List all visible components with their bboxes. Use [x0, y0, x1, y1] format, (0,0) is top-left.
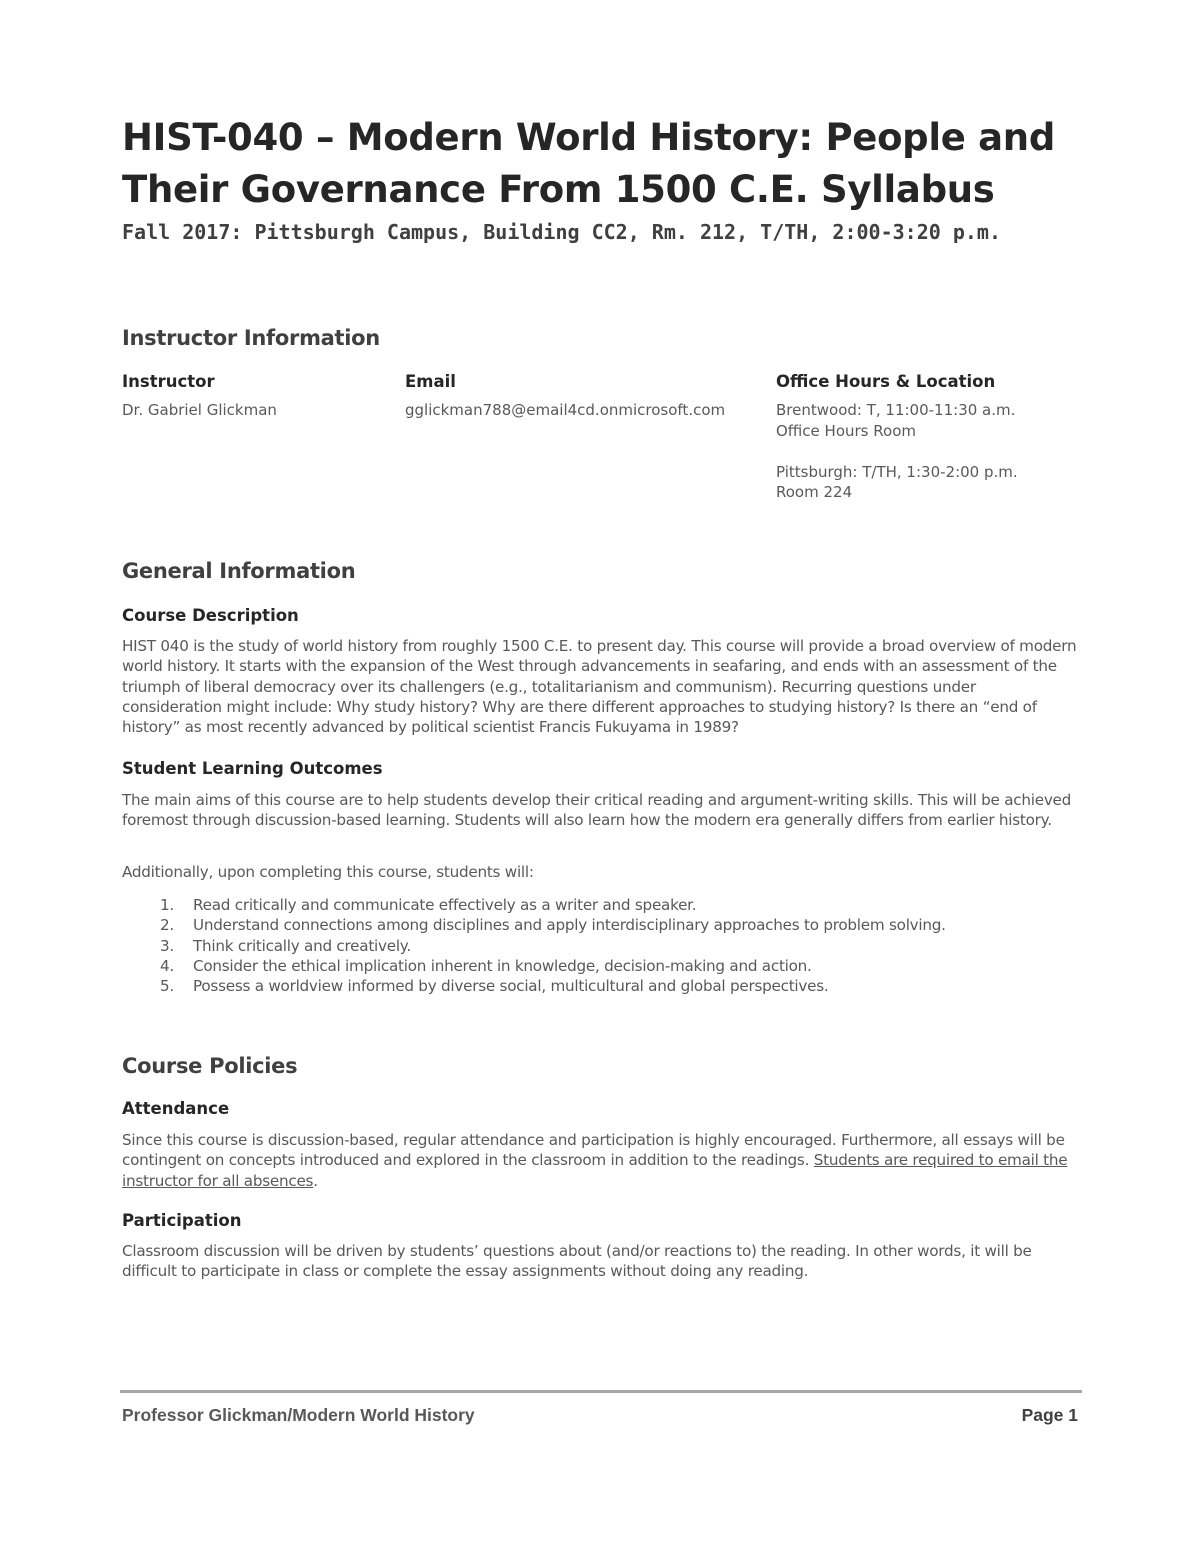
list-item [122, 956, 946, 976]
instructor-label: Instructor [122, 372, 215, 391]
course-policies-heading: Course Policies [122, 1054, 298, 1078]
email-label: Email [405, 372, 456, 391]
office-hours-label: Office Hours & Location [776, 372, 996, 391]
attendance-text [122, 1130, 1080, 1191]
office-hours-line: Pittsburgh: T/TH, 1:30-2:00 p.m. [776, 462, 1018, 481]
list-item [122, 936, 946, 956]
office-hours-column [776, 372, 1018, 503]
footer-course-label: Professor Glickman/Modern World History [122, 1405, 475, 1425]
instructor-email-link[interactable]: gglickman788@email4cd.onmicrosoft.com [405, 401, 726, 419]
attendance-body: Since this course is discussion-based, regular attendance and participation is highly encouraged. Furthermore, all essays will be contingent on concepts introduced and explored in the classroom in addition to the readings. [122, 1131, 1065, 1170]
attendance-requirement-underlined: Students are required to email the instructor for all absences [122, 1151, 1068, 1190]
list-item [122, 976, 946, 996]
list-item-text: Consider the ethical implication inherent in knowledge, decision-making and action. [193, 956, 812, 975]
course-schedule-subtitle: Fall 2017: Pittsburgh Campus, Building CC2, Rm. 212, T/TH, 2:00-3:20 p.m. [122, 220, 1001, 244]
list-item-text: Possess a worldview informed by diverse social, multicultural and global perspectives. [193, 977, 829, 996]
course-description-text: HIST 040 is the study of world history from roughly 1500 C.E. to present day. This course will provide a broad overview of modern world history. It starts with the expansion of the West through advancements in seafaring, and ends with an assessment of the triumph of liberal democracy over its challengers (e.g., totalitarianism and communism). Recurring questions under consideration might include: Why study history? Why are there different approaches to studying history? Is there an “end of history” as most recently advanced by political scientist Francis Fukuyama in 1989? [122, 637, 1077, 737]
attendance-heading: Attendance [122, 1099, 230, 1118]
instructor-column [122, 372, 277, 421]
list-item-number: 5. [160, 977, 174, 996]
learning-outcomes-heading: Student Learning Outcomes [122, 759, 383, 778]
learning-outcomes-intro: The main aims of this course are to help students develop their critical reading and argument-writing skills. This will be achieved foremost through discussion-based learning. Students will also learn how the modern era generally differs from earlier history. [122, 791, 1072, 830]
instructor-name: Dr. Gabriel Glickman [122, 401, 277, 419]
office-hours-line: Room 224 [776, 483, 853, 501]
footer-page-number: Page 1 [1021, 1405, 1078, 1425]
attendance-period: . [313, 1171, 318, 1190]
learning-outcomes-lead: Additionally, upon completing this course, students will: [122, 863, 534, 881]
list-item-text: Read critically and communicate effectively as a writer and speaker. [193, 896, 697, 914]
list-item-text: Understand connections among disciplines and apply interdisciplinary approaches to problem solving. [193, 916, 946, 935]
course-description-heading: Course Description [122, 606, 299, 625]
list-item [122, 915, 946, 935]
participation-heading: Participation [122, 1211, 242, 1230]
general-info-heading: General Information [122, 559, 356, 583]
list-item-number: 2. [160, 916, 174, 935]
list-item-number: 1. [160, 896, 174, 914]
list-item [122, 895, 946, 915]
participation-text: Classroom discussion will be driven by students’ questions about (and/or reactions to) the reading. In other words, it will be difficult to participate in class or complete the essay assignments without doing any reading. [122, 1242, 1032, 1281]
instructor-info-heading: Instructor Information [122, 326, 380, 350]
office-hours-line: Office Hours Room [776, 421, 916, 440]
list-item-text: Think critically and creatively. [193, 936, 411, 955]
email-column [405, 372, 725, 421]
document-title: HIST-040 – Modern World History: People and Their Governance From 1500 C.E. Syllabus [122, 116, 1056, 211]
learning-outcomes-list [122, 895, 946, 996]
footer-divider [120, 1390, 1082, 1393]
office-hours-line: Brentwood: T, 11:00-11:30 a.m. [776, 401, 1016, 419]
list-item-number: 4. [160, 956, 174, 975]
list-item-number: 3. [160, 936, 174, 955]
